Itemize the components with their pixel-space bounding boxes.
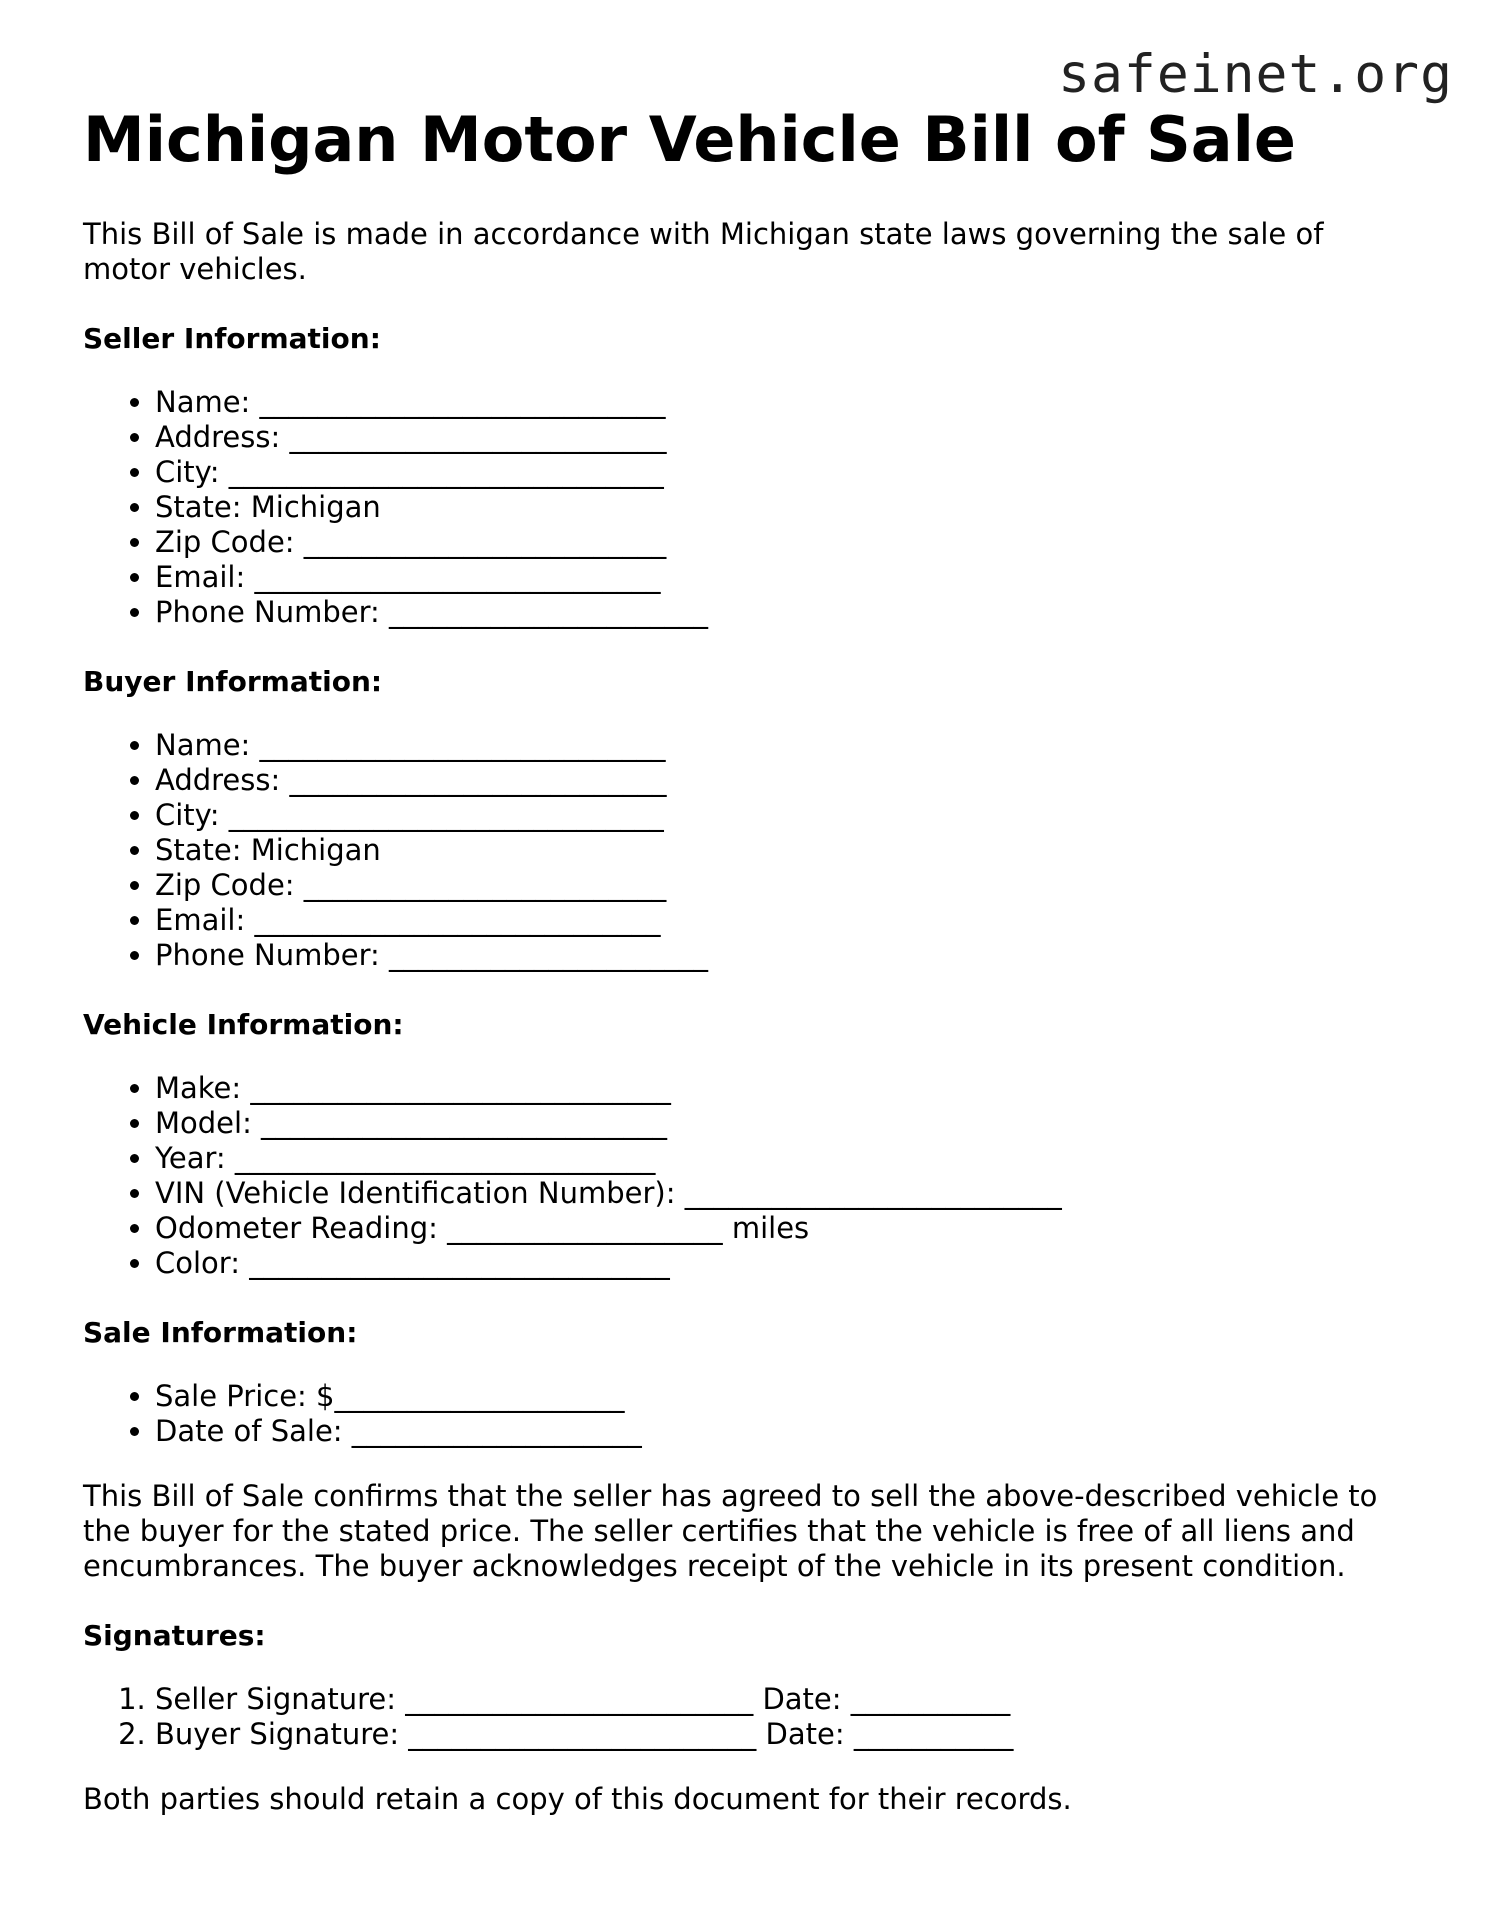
buyer-address-field: • Address: __________________________ xyxy=(155,763,1413,798)
document-title: Michigan Motor Vehicle Bill of Sale xyxy=(83,103,1296,176)
seller-name-field: • Name: ____________________________ xyxy=(155,385,1413,420)
seller-zip-field: • Zip Code: _________________________ xyxy=(155,525,1413,560)
seller-info-list xyxy=(83,385,1413,630)
buyer-city-field: • City: ______________________________ xyxy=(155,798,1413,833)
signatures-list xyxy=(83,1682,1413,1752)
buyer-zip-field: • Zip Code: _________________________ xyxy=(155,868,1413,903)
intro-paragraph: This Bill of Sale is made in accordance with Michigan state laws governing the sale of motor vehicles. xyxy=(83,216,1324,286)
sale-price-field: • Sale Price: $____________________ xyxy=(155,1379,1413,1414)
confirmation-paragraph: This Bill of Sale confirms that the seller has agreed to sell the above-described vehicle to the buyer for the stated price. The seller certifies that the vehicle is free of all liens and encumbrances. The buyer acknowledges receipt of the vehicle in its present condition. xyxy=(83,1478,1378,1583)
buyer-signature-line: 2. Buyer Signature: ________________________ Date: ___________ xyxy=(155,1717,1413,1752)
buyer-info-list xyxy=(83,728,1413,973)
vehicle-vin-field: • VIN (Vehicle Identification Number): __________________________ xyxy=(155,1176,1413,1211)
watermark: safeinet.org xyxy=(1058,44,1453,105)
buyer-name-field: • Name: ____________________________ xyxy=(155,728,1413,763)
seller-city-field: • City: ______________________________ xyxy=(155,455,1413,490)
buyer-state-field: • State: Michigan xyxy=(155,833,1413,868)
vehicle-section-heading: Vehicle Information: xyxy=(83,1007,404,1041)
vehicle-make-field: • Make: _____________________________ xyxy=(155,1071,1413,1106)
seller-signature-line: 1. Seller Signature: ________________________ Date: ___________ xyxy=(155,1682,1413,1717)
seller-address-field: • Address: __________________________ xyxy=(155,420,1413,455)
buyer-email-field: • Email: ____________________________ xyxy=(155,903,1413,938)
vehicle-year-field: • Year: _____________________________ xyxy=(155,1141,1413,1176)
sale-section-heading: Sale Information: xyxy=(83,1315,358,1349)
seller-state-field: • State: Michigan xyxy=(155,490,1413,525)
buyer-section-heading: Buyer Information: xyxy=(83,664,383,698)
sale-date-field: • Date of Sale: ____________________ xyxy=(155,1414,1413,1449)
signatures-section-heading: Signatures: xyxy=(83,1618,266,1652)
sale-info-list xyxy=(83,1379,1413,1449)
seller-email-field: • Email: ____________________________ xyxy=(155,560,1413,595)
seller-phone-field: • Phone Number: ______________________ xyxy=(155,595,1413,630)
document xyxy=(83,100,1413,1817)
seller-section-heading: Seller Information: xyxy=(83,321,381,355)
vehicle-odometer-field: • Odometer Reading: ___________________ miles xyxy=(155,1211,1413,1246)
buyer-phone-field: • Phone Number: ______________________ xyxy=(155,938,1413,973)
closing-paragraph: Both parties should retain a copy of this document for their records. xyxy=(83,1781,1072,1816)
vehicle-color-field: • Color: _____________________________ xyxy=(155,1246,1413,1281)
vehicle-info-list xyxy=(83,1071,1413,1281)
vehicle-model-field: • Model: ____________________________ xyxy=(155,1106,1413,1141)
